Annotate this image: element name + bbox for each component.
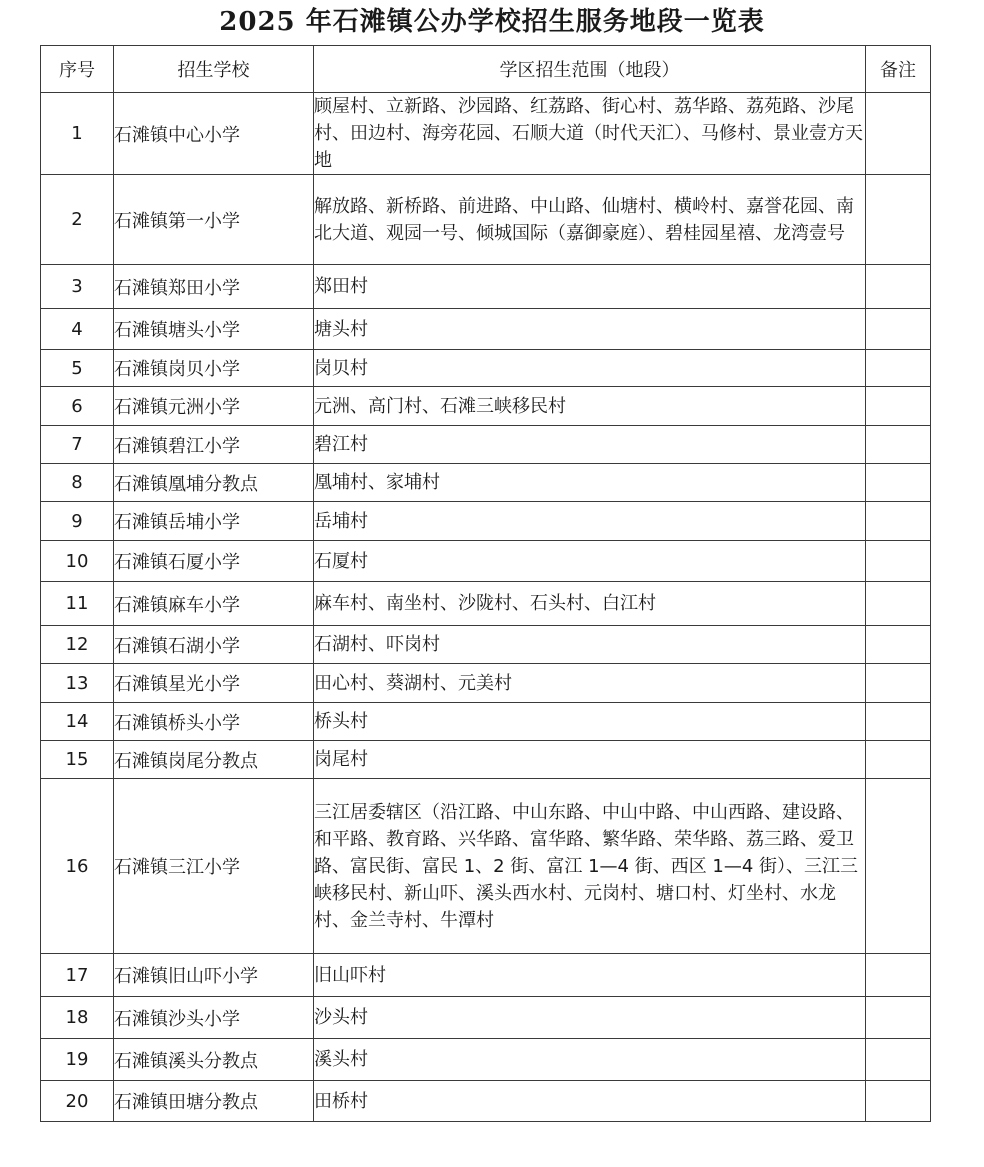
table-row [41, 309, 931, 350]
school-name: 石滩镇岳埔小学 [114, 502, 314, 541]
note-cell [866, 1039, 931, 1081]
enrollment-range: 凰埔村、家埔村 [314, 464, 866, 502]
table-row [41, 741, 931, 779]
table-row [41, 1081, 931, 1122]
note-cell [866, 626, 931, 664]
row-number: 1 [41, 93, 114, 175]
school-name: 石滩镇中心小学 [114, 93, 314, 175]
note-cell [866, 703, 931, 741]
school-name: 石滩镇溪头分教点 [114, 1039, 314, 1081]
table-header-row [41, 46, 931, 93]
note-cell [866, 387, 931, 426]
row-number: 13 [41, 664, 114, 703]
enrollment-range: 三江居委辖区（沿江路、中山东路、中山中路、中山西路、建设路、和平路、教育路、兴华路、富华路、繁华路、荣华路、荔三路、爱卫路、富民街、富民 1、2 街、富江 1—4 街、西区 1—4 街）、三江三峡移民村、新山吓、溪头西水村、元岗村、塘口村、灯坐村、水龙村、金兰寺村、牛潭村 [314, 779, 866, 954]
enrollment-range: 麻车村、南坐村、沙陇村、石头村、白江村 [314, 582, 866, 626]
note-cell [866, 502, 931, 541]
note-cell [866, 954, 931, 997]
row-number: 14 [41, 703, 114, 741]
table-row [41, 387, 931, 426]
note-cell [866, 464, 931, 502]
school-name: 石滩镇田塘分教点 [114, 1081, 314, 1122]
table-row [41, 350, 931, 387]
row-number: 5 [41, 350, 114, 387]
row-number: 12 [41, 626, 114, 664]
table-row [41, 954, 931, 997]
enrollment-range: 元洲、高门村、石滩三峡移民村 [314, 387, 866, 426]
note-cell [866, 1081, 931, 1122]
enrollment-range: 岗贝村 [314, 350, 866, 387]
row-number: 8 [41, 464, 114, 502]
page-title: 2025 年石滩镇公办学校招生服务地段一览表 [219, 7, 765, 37]
enrollment-range: 顾屋村、立新路、沙园路、红荔路、街心村、荔华路、荔苑路、沙尾村、田边村、海旁花园、石顺大道（时代天汇）、马修村、景业壹方天地 [314, 93, 866, 175]
table-row [41, 779, 931, 954]
enrollment-range: 沙头村 [314, 997, 866, 1039]
table-row [41, 703, 931, 741]
note-cell [866, 265, 931, 309]
row-number: 17 [41, 954, 114, 997]
school-name: 石滩镇麻车小学 [114, 582, 314, 626]
enrollment-range: 岗尾村 [314, 741, 866, 779]
school-name: 石滩镇塘头小学 [114, 309, 314, 350]
enrollment-range: 石厦村 [314, 541, 866, 582]
school-name: 石滩镇星光小学 [114, 664, 314, 703]
school-name: 石滩镇郑田小学 [114, 265, 314, 309]
school-name: 石滩镇桥头小学 [114, 703, 314, 741]
row-number: 15 [41, 741, 114, 779]
note-cell [866, 175, 931, 265]
note-cell [866, 93, 931, 175]
school-name: 石滩镇石厦小学 [114, 541, 314, 582]
table-row [41, 175, 931, 265]
row-number: 7 [41, 426, 114, 464]
header-school: 招生学校 [114, 46, 314, 93]
school-name: 石滩镇岗贝小学 [114, 350, 314, 387]
note-cell [866, 541, 931, 582]
row-number: 3 [41, 265, 114, 309]
note-cell [866, 664, 931, 703]
note-cell [866, 350, 931, 387]
school-name: 石滩镇碧江小学 [114, 426, 314, 464]
enrollment-table [40, 45, 931, 1122]
school-name: 石滩镇石湖小学 [114, 626, 314, 664]
row-number: 16 [41, 779, 114, 954]
table-row [41, 1039, 931, 1081]
enrollment-range: 旧山吓村 [314, 954, 866, 997]
row-number: 4 [41, 309, 114, 350]
header-no: 序号 [41, 46, 114, 93]
row-number: 10 [41, 541, 114, 582]
enrollment-range: 田心村、葵湖村、元美村 [314, 664, 866, 703]
table-row [41, 997, 931, 1039]
table-row [41, 464, 931, 502]
school-name: 石滩镇三江小学 [114, 779, 314, 954]
row-number: 20 [41, 1081, 114, 1122]
table-row [41, 626, 931, 664]
header-note: 备注 [866, 46, 931, 93]
row-number: 9 [41, 502, 114, 541]
school-name: 石滩镇岗尾分教点 [114, 741, 314, 779]
enrollment-range: 郑田村 [314, 265, 866, 309]
table-row [41, 426, 931, 464]
row-number: 11 [41, 582, 114, 626]
school-name: 石滩镇沙头小学 [114, 997, 314, 1039]
enrollment-range: 塘头村 [314, 309, 866, 350]
row-number: 6 [41, 387, 114, 426]
header-range: 学区招生范围（地段） [314, 46, 866, 93]
table-row [41, 265, 931, 309]
school-name: 石滩镇元洲小学 [114, 387, 314, 426]
note-cell [866, 582, 931, 626]
table-row [41, 582, 931, 626]
note-cell [866, 309, 931, 350]
note-cell [866, 997, 931, 1039]
note-cell [866, 741, 931, 779]
school-name: 石滩镇凰埔分教点 [114, 464, 314, 502]
table-row [41, 502, 931, 541]
note-cell [866, 779, 931, 954]
table-row [41, 541, 931, 582]
enrollment-range: 溪头村 [314, 1039, 866, 1081]
school-name: 石滩镇旧山吓小学 [114, 954, 314, 997]
school-name: 石滩镇第一小学 [114, 175, 314, 265]
row-number: 18 [41, 997, 114, 1039]
enrollment-range: 碧江村 [314, 426, 866, 464]
row-number: 2 [41, 175, 114, 265]
table-row [41, 93, 931, 175]
row-number: 19 [41, 1039, 114, 1081]
enrollment-range: 解放路、新桥路、前进路、中山路、仙塘村、横岭村、嘉誉花园、南北大道、观园一号、倾城国际（嘉御豪庭）、碧桂园星禧、龙湾壹号 [314, 175, 866, 265]
note-cell [866, 426, 931, 464]
enrollment-range: 石湖村、吓岗村 [314, 626, 866, 664]
enrollment-range: 田桥村 [314, 1081, 866, 1122]
enrollment-range: 桥头村 [314, 703, 866, 741]
enrollment-range: 岳埔村 [314, 502, 866, 541]
table-row [41, 664, 931, 703]
